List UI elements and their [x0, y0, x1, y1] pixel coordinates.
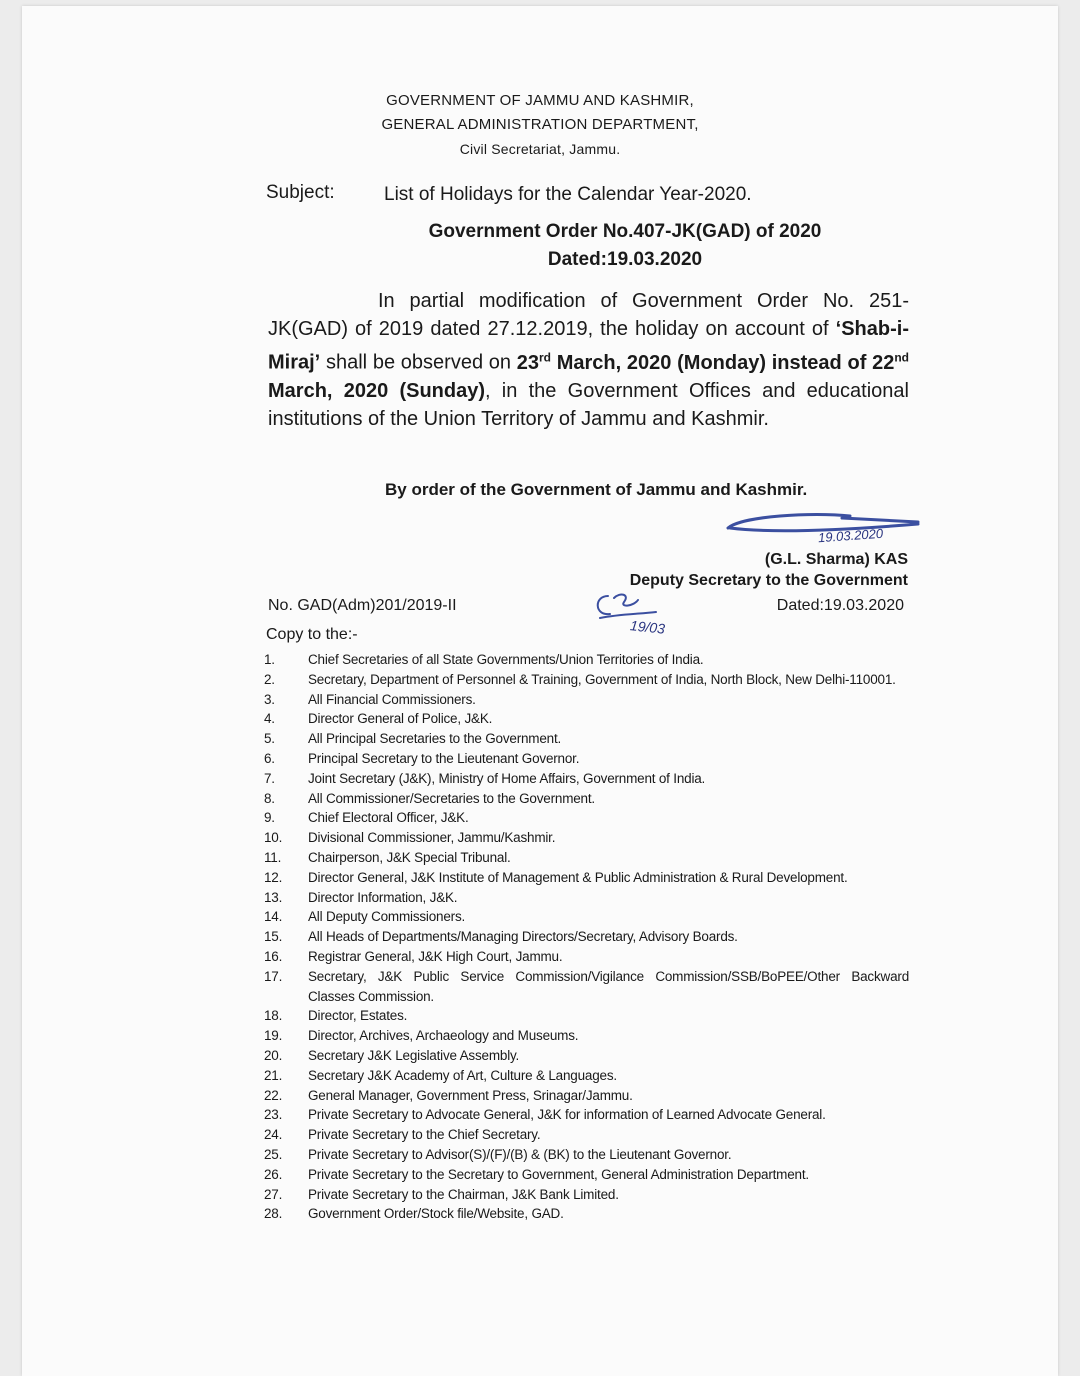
signatory-designation: Deputy Secretary to the Government: [629, 572, 908, 589]
list-item-text: All Principal Secretaries to the Government.: [308, 731, 562, 747]
list-item-text: Secretary, J&K Public Service Commission/Vigilance Commission/SSB/BoPEE/Other Backward Classes Commission.: [308, 968, 909, 1004]
order-date: Dated:19.03.2020: [547, 249, 703, 270]
list-item-text: Chief Electoral Officer, J&K.: [308, 810, 469, 826]
list-item-text: Director, Archives, Archaeology and Museums.: [308, 1028, 579, 1044]
list-item-number: 9.: [264, 810, 275, 826]
list-item-text: Joint Secretary (J&K), Ministry of Home Affairs, Government of India.: [308, 770, 706, 786]
list-item-text: All Financial Commissioners.: [308, 691, 476, 707]
header-department: GENERAL ADMINISTRATION DEPARTMENT,: [381, 116, 699, 133]
list-item: [264, 868, 909, 888]
body-text-2: shall be observed on: [320, 351, 517, 374]
list-item-text: Chairperson, J&K Special Tribunal.: [308, 849, 511, 865]
list-item-number: 15.: [264, 929, 283, 945]
list-item-text: Chief Secretaries of all State Governments/Union Territories of India.: [308, 652, 704, 667]
list-item: [264, 927, 909, 947]
list-item-number: 21.: [264, 1067, 283, 1083]
list-item-text: General Manager, Government Press, Srinagar/Jammu.: [308, 1087, 633, 1103]
list-item: [264, 967, 909, 1007]
list-item: [264, 789, 909, 809]
list-item-number: 12.: [264, 869, 283, 885]
list-item: [264, 907, 909, 927]
list-item-text: Divisional Commissioner, Jammu/Kashmir.: [308, 830, 556, 846]
list-item-number: 23.: [264, 1107, 283, 1123]
list-item-number: 20.: [264, 1047, 283, 1063]
signature-date: 19.03.2020: [817, 525, 884, 546]
list-item-number: 2.: [264, 671, 275, 687]
list-item-text: Registrar General, J&K High Court, Jammu.: [308, 948, 563, 964]
list-item: [264, 947, 909, 967]
initials-date: 19/03: [629, 617, 666, 637]
list-item-text: Government Order/Stock file/Website, GAD.: [308, 1206, 564, 1222]
list-item: [264, 1165, 909, 1185]
reference-number: No. GAD(Adm)201/2019-II: [268, 597, 457, 614]
list-item: [264, 808, 909, 828]
body-occasion: ‘Shab-i-Miraj’: [268, 318, 909, 374]
body-text-1: In partial modification of Government Order No. 251-JK(GAD) of 2019 dated 27.12.2019, the holiday on account of: [268, 290, 909, 340]
list-item-text: Private Secretary to the Secretary to Government, General Administration Department.: [308, 1166, 809, 1182]
list-item-text: Private Secretary to Advocate General, J&K for information of Learned Advocate General.: [308, 1107, 826, 1123]
list-item-number: 4.: [264, 711, 275, 727]
subject-text: List of Holidays for the Calendar Year-2020.: [384, 184, 752, 205]
list-item-number: 7.: [264, 770, 275, 786]
by-order-line: By order of the Government of Jammu and Kashmir.: [385, 480, 808, 499]
list-item-number: 26.: [264, 1166, 283, 1182]
list-item: [264, 690, 909, 710]
list-item-number: 17.: [264, 968, 283, 984]
list-item-number: 19.: [264, 1028, 283, 1044]
list-item-number: 18.: [264, 1008, 283, 1024]
list-item-number: 3.: [264, 691, 275, 707]
body-dates: 23rd March, 2020 (Monday) instead of 22nd March, 2020 (Sunday): [268, 350, 909, 402]
list-item: [264, 1026, 909, 1046]
list-item: [264, 828, 909, 848]
list-item: [264, 650, 909, 670]
list-item: [264, 1105, 909, 1125]
list-item-number: 8.: [264, 790, 275, 806]
list-item: [264, 769, 909, 789]
list-item: [264, 1086, 909, 1106]
list-item: [264, 1066, 909, 1086]
subject-label: Subject:: [266, 182, 335, 203]
reference-date: Dated:19.03.2020: [776, 597, 904, 614]
list-item-number: 10.: [264, 830, 283, 846]
copy-to-list: [264, 650, 909, 1224]
list-item-text: Director General, J&K Institute of Management & Public Administration & Rural Development.: [308, 869, 848, 885]
list-item-number: 1.: [264, 652, 275, 667]
list-item-number: 6.: [264, 750, 275, 766]
body-text-3: , in the Government Offices and educational institutions of the Union Territory of Jammu and Kashmir.: [268, 379, 909, 430]
list-item: [264, 1046, 909, 1066]
list-item-text: Principal Secretary to the Lieutenant Governor.: [308, 750, 580, 766]
list-item-text: All Commissioner/Secretaries to the Government.: [308, 790, 595, 806]
list-item-number: 14.: [264, 909, 283, 925]
list-item-number: 28.: [264, 1206, 283, 1222]
list-item-number: 5.: [264, 731, 275, 747]
list-item: [264, 888, 909, 908]
list-item: [264, 1185, 909, 1205]
list-item-text: Director Information, J&K.: [308, 889, 458, 905]
list-item-text: Director, Estates.: [308, 1008, 408, 1024]
list-item: [264, 1125, 909, 1145]
list-item: [264, 1204, 909, 1224]
header-government: GOVERNMENT OF JAMMU AND KASHMIR,: [386, 92, 694, 109]
header-address: Civil Secretariat, Jammu.: [459, 141, 621, 157]
list-item-text: Secretary J&K Academy of Art, Culture & Languages.: [308, 1067, 617, 1083]
list-item: [264, 848, 909, 868]
list-item: [264, 709, 909, 729]
list-item-text: Private Secretary to the Chairman, J&K Bank Limited.: [308, 1186, 619, 1202]
list-item: [264, 749, 909, 769]
order-title: Government Order No.407-JK(GAD) of 2020: [428, 221, 822, 242]
list-item-text: Secretary J&K Legislative Assembly.: [308, 1047, 520, 1063]
list-item-text: All Deputy Commissioners.: [308, 909, 466, 925]
list-item-number: 13.: [264, 889, 283, 905]
list-item-number: 16.: [264, 948, 283, 964]
order-body-paragraph: [268, 287, 909, 433]
list-item-number: 25.: [264, 1146, 283, 1162]
list-item-number: 24.: [264, 1127, 283, 1143]
list-item-text: Secretary, Department of Personnel & Training, Government of India, North Block, New Delhi-110001.: [308, 671, 896, 687]
list-item-text: Private Secretary to the Chief Secretary.: [308, 1127, 541, 1143]
list-item: [264, 670, 909, 690]
list-item: [264, 1145, 909, 1165]
list-item: [264, 729, 909, 749]
list-item-number: 22.: [264, 1087, 283, 1103]
list-item-text: Private Secretary to Advisor(S)/(F)/(B) & (BK) to the Lieutenant Governor.: [308, 1146, 732, 1162]
list-item-text: Director General of Police, J&K.: [308, 711, 493, 727]
list-item-text: All Heads of Departments/Managing Directors/Secretary, Advisory Boards.: [308, 929, 738, 945]
list-item-number: 27.: [264, 1186, 283, 1202]
list-item: [264, 1006, 909, 1026]
copy-to-label: Copy to the:-: [266, 626, 358, 643]
list-item-number: 11.: [264, 849, 282, 865]
signatory-name: (G.L. Sharma) KAS: [764, 551, 908, 568]
